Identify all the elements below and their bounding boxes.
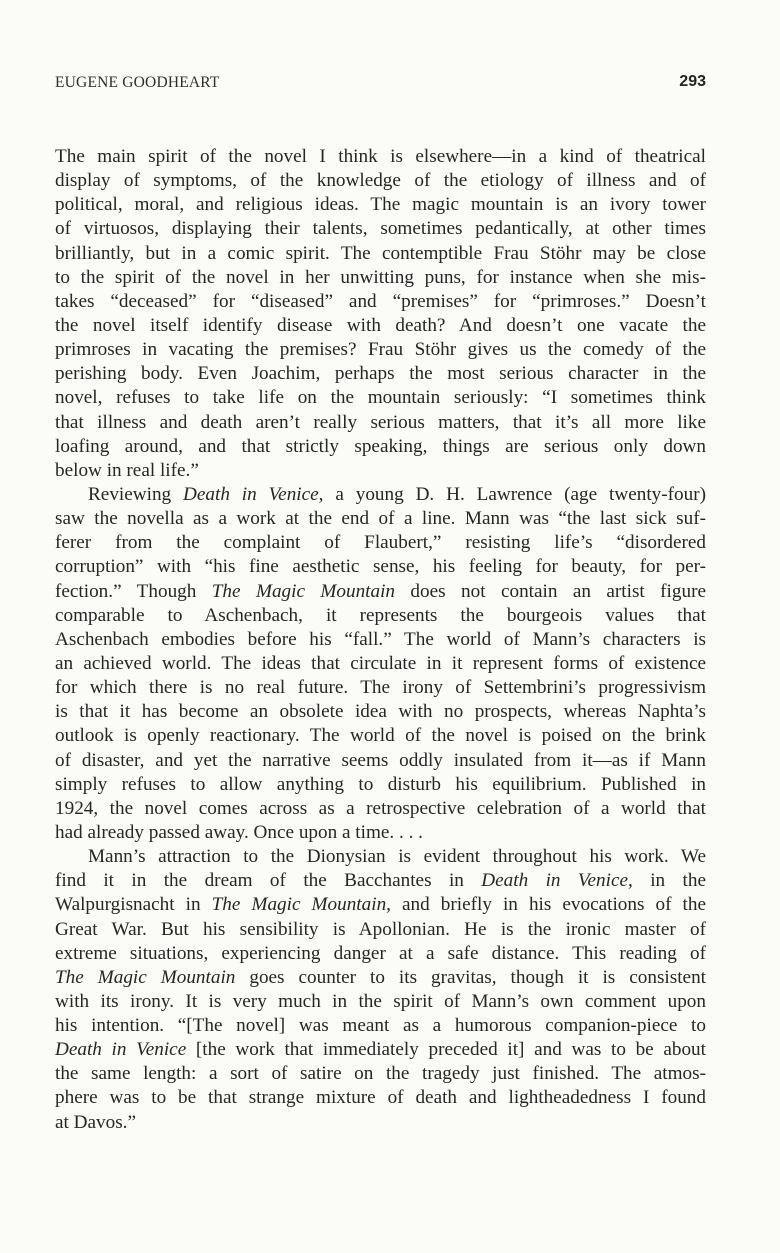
text-run: ferer from the complaint of Flaubert,” resisting life’s “disordered [55, 532, 706, 554]
text-line [55, 604, 706, 628]
text-run: find it in the dream of the Bacchantes in [55, 870, 482, 892]
paragraph [55, 845, 706, 1135]
text-line [55, 990, 706, 1014]
text-line [55, 193, 706, 217]
text-run: the novel itself identify disease with death? And doesn’t one vacate the [55, 314, 706, 336]
text-line [55, 749, 706, 773]
text-run: below in real life.” [55, 459, 199, 481]
running-head: EUGENE GOODHEART [55, 74, 220, 91]
text-line [55, 821, 706, 845]
text-line [55, 942, 706, 966]
text-run: The main spirit of the novel I think is elsewhere—in a kind of theatrical [55, 146, 706, 167]
text-run: brilliantly, but in a comic spirit. The contemptible Frau Stöhr may be close [55, 242, 706, 264]
text-run: phere was to be that strange mixture of death and lightheadedness I found [55, 1087, 706, 1109]
text-line [55, 893, 706, 917]
text-run: primroses in vacating the premises? Frau Stöhr gives us the comedy of the [55, 339, 706, 361]
text-run: that illness and death aren’t really serious matters, that it’s all more like [55, 411, 706, 433]
text-line [55, 845, 706, 869]
text-line [55, 531, 706, 555]
text-run: display of symptoms, of the knowledge of the etiology of illness and of [55, 170, 706, 192]
italic-title: Death in Venice, [481, 870, 633, 892]
text-line [55, 580, 706, 604]
text-run: 1924, the novel comes across as a retrospective celebration of a world that [55, 797, 706, 819]
text-line [55, 483, 706, 507]
text-run: Reviewing [88, 483, 184, 505]
text-run: of virtuosos, displaying their talents, sometimes pedantically, at other times [55, 218, 706, 240]
text-run: goes counter to its gravitas, though it is consistent [235, 966, 706, 988]
text-line [55, 652, 706, 676]
text-run: outlook is openly reactionary. The world of the novel is poised on the brink [55, 725, 706, 747]
text-line [55, 507, 706, 531]
text-line [55, 386, 706, 410]
text-line [55, 362, 706, 386]
text-run: to the spirit of the novel in her unwitting puns, for instance when she mis- [55, 266, 706, 288]
text-line [55, 628, 706, 652]
text-run: simply refuses to allow anything to disturb his equilibrium. Published in [55, 773, 706, 795]
text-line [55, 918, 706, 942]
text-run: takes “deceased” for “diseased” and “premises” for “primroses.” Doesn’t [55, 290, 706, 312]
body-text [55, 145, 706, 1135]
text-run: comparable to Aschenbach, it represents the bourgeois values that [55, 604, 706, 626]
italic-title: The Magic Mountain, [211, 894, 391, 916]
text-line [55, 459, 706, 483]
text-run: with its irony. It is very much in the spirit of Mann’s own comment upon [55, 990, 706, 1012]
text-run: of disaster, and yet the narrative seems oddly insulated from it—as if Mann [55, 749, 706, 771]
text-run: corruption” with “his fine aesthetic sense, his feeling for beauty, for per- [55, 556, 706, 578]
italic-title: The Magic Mountain [55, 966, 236, 988]
italic-title: Death in Venice, [183, 483, 324, 505]
paragraph [55, 483, 706, 845]
text-run: perishing body. Even Joachim, perhaps the most serious character in the [55, 363, 706, 385]
text-line [55, 797, 706, 821]
text-run: is that it has become an obsolete idea with no prospects, whereas Naphta’s [55, 701, 706, 723]
text-run: Walpurgisnacht in [55, 894, 212, 916]
text-line [55, 724, 706, 748]
text-run: [the work that immediately preceded it] and was to be about [186, 1039, 706, 1061]
text-run: for which there is no real future. The irony of Settembrini’s progressivism [55, 677, 706, 699]
text-line [55, 869, 706, 893]
text-run: his intention. “[The novel] was meant as a humorous companion-piece to [55, 1015, 706, 1037]
page-header [55, 74, 706, 96]
text-run: Mann’s attraction to the Dionysian is evident throughout his work. We [88, 846, 706, 868]
text-line [55, 1014, 706, 1038]
text-run: loafing around, and that strictly speaking, things are serious only down [55, 435, 706, 457]
text-line [55, 145, 706, 169]
text-run: fection.” Though [55, 580, 212, 602]
paragraph [55, 145, 706, 483]
text-run: political, moral, and religious ideas. The magic mountain is an ivory tower [55, 194, 706, 216]
text-line [55, 1111, 706, 1135]
text-run: in the [632, 870, 707, 892]
text-line [55, 314, 706, 338]
text-line [55, 1038, 706, 1062]
text-line [55, 676, 706, 700]
text-line [55, 966, 706, 990]
text-line [55, 217, 706, 241]
text-line [55, 242, 706, 266]
italic-title: The Magic Mountain [211, 580, 396, 602]
text-line [55, 338, 706, 362]
text-line [55, 169, 706, 193]
page-number: 293 [679, 73, 706, 90]
text-line [55, 290, 706, 314]
italic-title: Death in Venice [55, 1039, 187, 1061]
text-line [55, 435, 706, 459]
text-run: saw the novella as a work at the end of a line. Mann was “the last sick suf- [55, 508, 706, 530]
text-line [55, 700, 706, 724]
text-run: and briefly in his evocations of the [390, 894, 706, 916]
text-line [55, 555, 706, 579]
text-run: Great War. But his sensibility is Apollonian. He is the ironic master of [55, 918, 706, 940]
text-line [55, 1062, 706, 1086]
text-run: at Davos.” [55, 1111, 136, 1133]
text-run: had already passed away. Once upon a time. . . . [55, 821, 423, 843]
text-run: extreme situations, experiencing danger at a safe distance. This reading of [55, 942, 706, 964]
text-run: an achieved world. The ideas that circulate in it represent forms of existence [55, 652, 706, 674]
text-run: the same length: a sort of satire on the tragedy just finished. The atmos- [55, 1063, 706, 1085]
text-run: does not contain an artist figure [395, 580, 706, 602]
text-run: Aschenbach embodies before his “fall.” The world of Mann’s characters is [55, 628, 706, 650]
text-run: novel, refuses to take life on the mountain seriously: “I sometimes think [55, 387, 706, 409]
text-line [55, 411, 706, 435]
text-line [55, 1086, 706, 1110]
text-run: a young D. H. Lawrence (age twenty-four) [323, 483, 706, 505]
text-line [55, 266, 706, 290]
text-line [55, 773, 706, 797]
